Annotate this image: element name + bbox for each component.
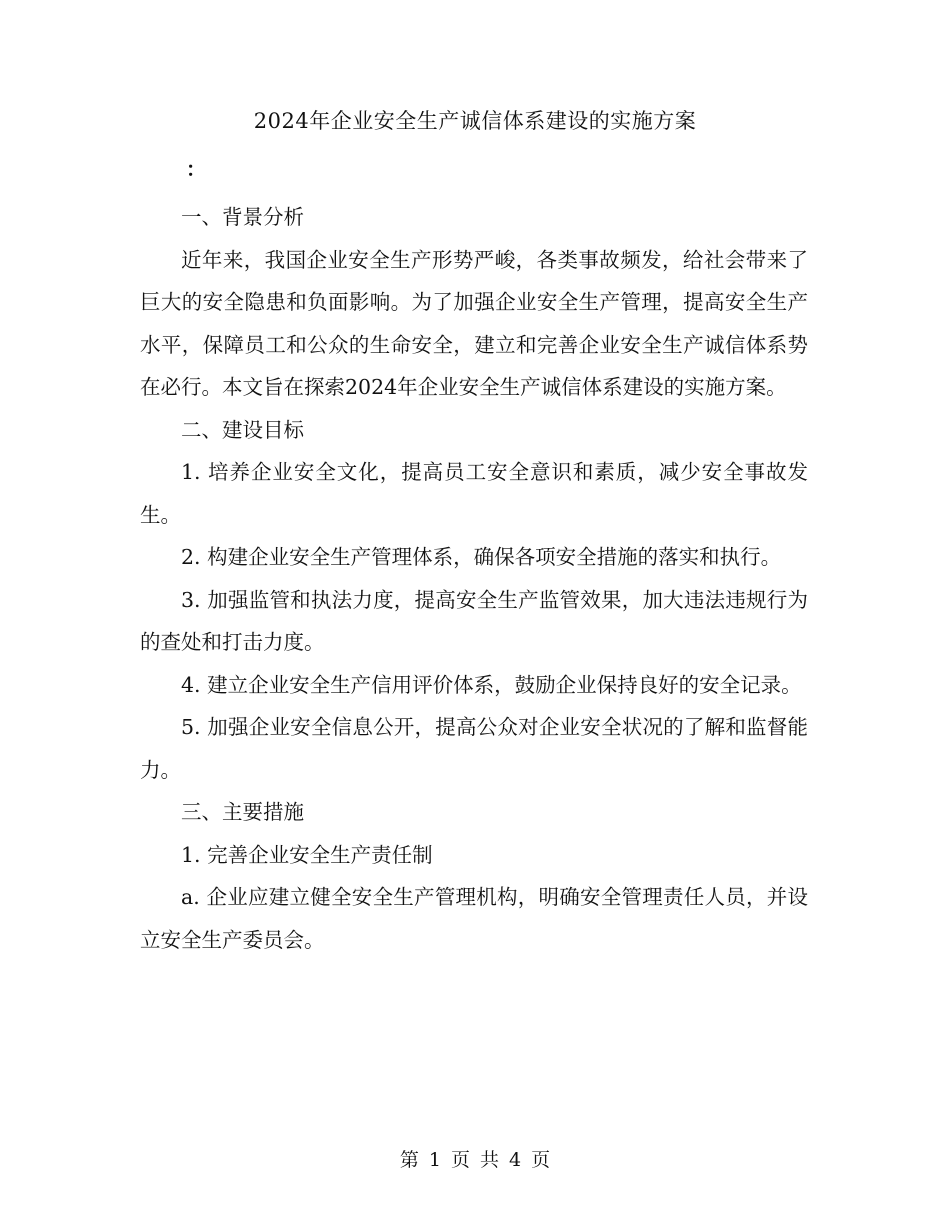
section-heading-background: 一、背景分析 [181, 205, 304, 229]
goal-item-3: 3. 加强监管和执法力度，提高安全生产监管效果，加大违法违规行为的查处和打击力度。 [140, 587, 808, 654]
page-footer: 第 1 页 共 4 页 [399, 1149, 551, 1171]
document-title: 2024年企业安全生产诚信体系建设的实施方案 [253, 109, 697, 133]
section-heading-goals: 二、建设目标 [181, 417, 304, 442]
title-colon: ： [186, 157, 206, 181]
measure-item-1: 1. 完善企业安全生产责任制 [181, 842, 433, 867]
measure-subitem-a: a. 企业应建立健全安全生产管理机构，明确安全管理责任人员，并设立安全生产委员会。 [140, 885, 808, 952]
paragraph-background: 近年来，我国企业安全生产形势严峻，各类事故频发，给社会带来了巨大的安全隐患和负面影响。为了加强企业安全生产管理，提高安全生产水平，保障员工和公众的生命安全，建立和完善企业安全生产诚信体系势在必行。本文旨在探索2024年企业安全生产诚信体系建设的实施方案。 [140, 247, 808, 399]
goal-item-2: 2. 构建企业安全生产管理体系，确保各项安全措施的落实和执行。 [181, 545, 782, 569]
goal-item-1: 1. 培养企业安全文化，提高员工安全意识和素质，减少安全事故发生。 [140, 460, 808, 527]
document-body [140, 196, 808, 961]
section-heading-measures: 三、主要措施 [181, 800, 304, 824]
goal-item-4: 4. 建立企业安全生产信用评价体系，鼓励企业保持良好的安全记录。 [181, 672, 802, 697]
goal-item-5: 5. 加强企业安全信息公开，提高公众对企业安全状况的了解和监督能力。 [140, 715, 808, 782]
